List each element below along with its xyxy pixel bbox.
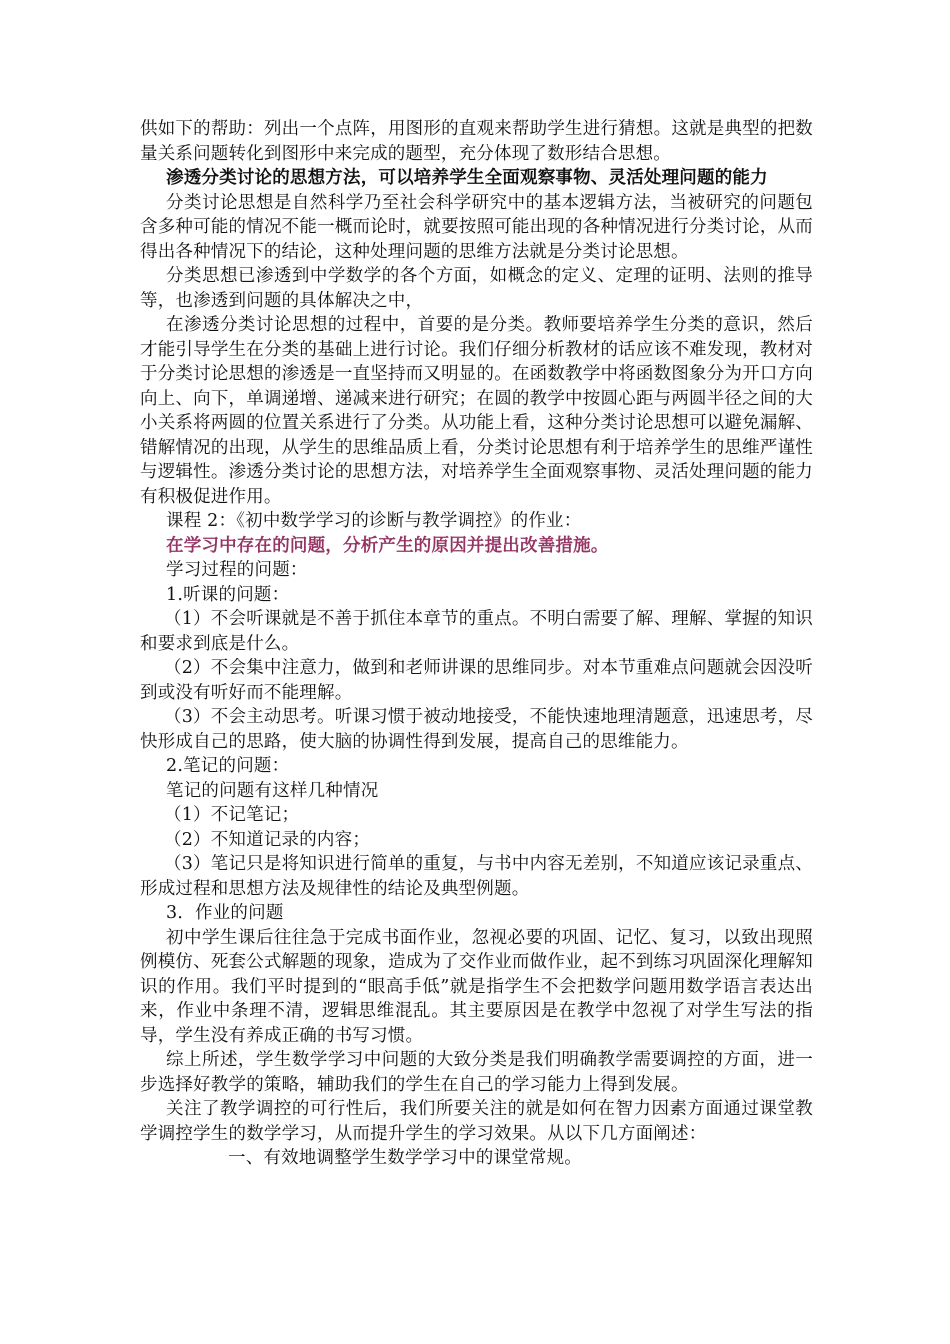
document-body xyxy=(140,117,813,1171)
subheading: 3．作业的问题 xyxy=(166,903,284,923)
subheading: 1.听课的问题： xyxy=(166,584,290,605)
subheading: 学习过程的问题： xyxy=(166,560,308,580)
section-heading-classification: 渗透分类讨论的思想方法，可以培养学生全面观察事物、灵活处理问题的能力 xyxy=(166,168,768,188)
list-item: （2）不知道记录的内容； xyxy=(164,829,371,850)
paragraph: 笔记的问题有这样几种情况 xyxy=(166,780,379,801)
paragraph-intro: 供如下的帮助：列出一个点阵，用图形的直观来帮助学生进行猜想。这就是典型的把数量关系问题转化到图形中来完成的题型，充分体现了数形结合思想。 xyxy=(140,119,813,164)
paragraph: 分类讨论思想是自然科学乃至社会科学研究中的基本逻辑方法，当被研究的问题包含多种可能的情况不能一概而论时，就要按照可能出现的各种情况进行分类讨论，从而得出各种情况下的结论，这种处理问题的思维方法就是分类讨论思想。 xyxy=(140,192,813,262)
course-assignment-title: 课程 2：《初中数学学习的诊断与教学调控》的作业： xyxy=(166,511,582,531)
list-item: （2）不会集中注意力，做到和老师讲课的思维同步。对本节重难点问题就会因没听到或没有听好而不能理解。 xyxy=(140,658,813,703)
paragraph: 在渗透分类讨论思想的过程中，首要的是分类。教师要培养学生分类的意识，然后才能引导学生在分类的基础上进行讨论。我们仔细分析教材的话应该不难发现，教材对于分类讨论思想的渗透是一直坚持而又明显的。在函数教学中将函数图象分为开口方向向上、向下，单调递增、递减来进行研究；在圆的教学中按圆心距与两圆半径之间的大小关系将两圆的位置关系进行了分类。从功能上看，这种分类讨论思想可以避免漏解、错解情况的出现，从学生的思维品质上看，分类讨论思想有利于培养学生的思维严谨性与逻辑性。渗透分类讨论的思想方法，对培养学生全面观察事物、灵活处理问题的能力有积极促进作用。 xyxy=(140,315,813,507)
list-item: （1）不会听课就是不善于抓住本章节的重点。不明白需要了解、理解、掌握的知识和要求到底是什么。 xyxy=(140,609,813,654)
list-item: （3）笔记只是将知识进行简单的重复，与书中内容无差别，不知道应该记录重点、形成过程和思想方法及规律性的结论及典型例题。 xyxy=(140,854,813,899)
assignment-prompt: 在学习中存在的问题，分析产生的原因并提出改善措施。 xyxy=(166,535,609,556)
section-heading-one: 一、有效地调整学生数学学习中的课堂常规。 xyxy=(228,1148,582,1168)
list-item: （1）不记笔记； xyxy=(164,805,300,825)
list-item: （3）不会主动思考。听课习惯于被动地接受，不能快速地理清题意，迅速思考，尽快形成自己的思路，使大脑的协调性得到发展，提高自己的思维能力。 xyxy=(140,707,813,752)
paragraph: 关注了教学调控的可行性后，我们所要关注的就是如何在智力因素方面通过课堂教学调控学生的数学学习，从而提升学生的学习效果。从以下几方面阐述： xyxy=(140,1099,813,1144)
paragraph: 分类思想已渗透到中学数学的各个方面，如概念的定义、定理的证明、法则的推导等，也渗透到问题的具体解决之中， xyxy=(140,266,813,311)
subheading: 2.笔记的问题： xyxy=(166,756,290,776)
paragraph: 综上所述，学生数学学习中问题的大致分类是我们明确教学需要调控的方面，进一步选择好教学的策略，辅助我们的学生在自己的学习能力上得到发展。 xyxy=(140,1050,813,1095)
paragraph: 初中学生课后往往急于完成书面作业，忽视必要的巩固、记忆、复习，以致出现照例模仿、死套公式解题的现象，造成为了交作业而做作业，起不到练习巩固深化理解知识的作用。我们平时提到的“眼高手低”就是指学生不会把数学问题用数学语言表达出来，作业中条理不清，逻辑思维混乱。其主要原因是在教学中忽视了对学生写法的指导，学生没有养成正确的书写习惯。 xyxy=(140,927,813,1046)
